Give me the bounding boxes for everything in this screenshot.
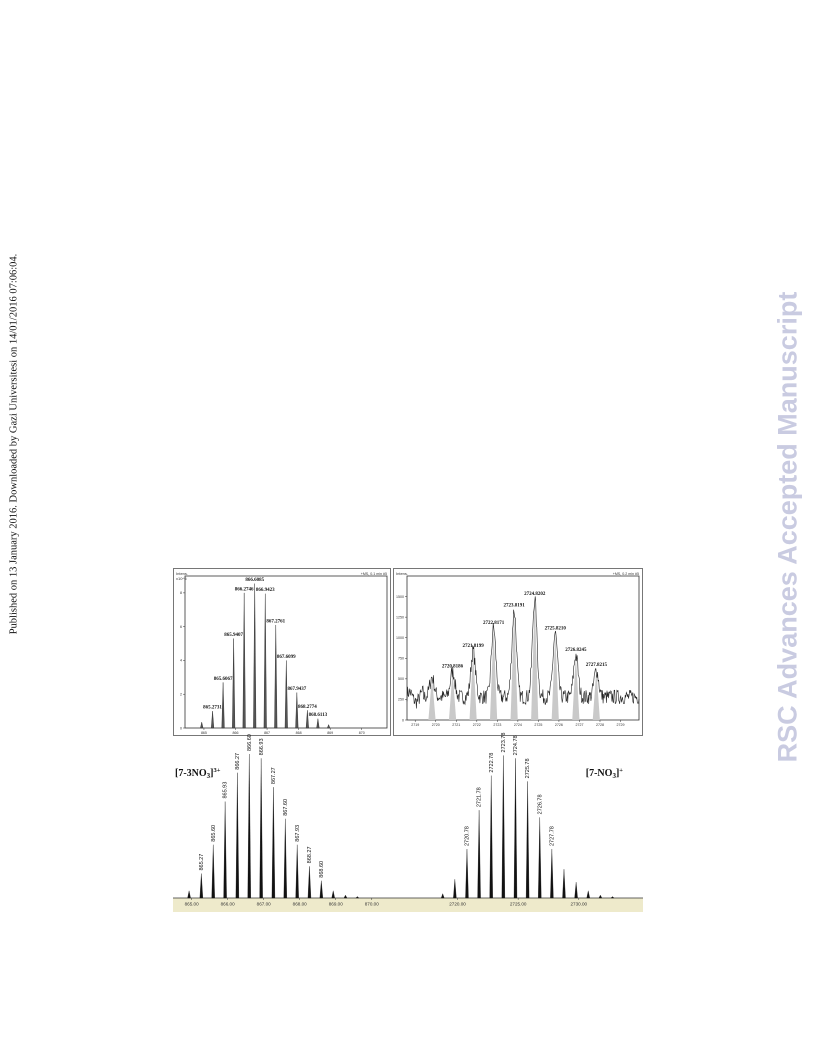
pattern-peak (550, 849, 553, 898)
simulated-3plus-pattern (173, 734, 401, 912)
pattern-peak (296, 845, 299, 898)
provenance-text: Published on 13 January 2016. Downloaded by Gazi Universitesi on 14/01/2016 07:06:04. (8, 253, 20, 635)
pattern-peak (526, 781, 529, 898)
x-tick-label: 2730.00 (570, 901, 588, 907)
pattern-title: $[7-NO_3]^+$ (585, 767, 623, 780)
peak-label: 2725.78 (525, 758, 532, 779)
pattern-peak (236, 773, 239, 898)
x-tick-label: 2719 (411, 723, 420, 727)
x-tick-label: 868 (295, 731, 302, 735)
peak-label: 2726.8245 (565, 647, 587, 653)
pattern-peak (188, 891, 191, 898)
pattern-peak (320, 881, 323, 898)
peak-label: 867.2761 (266, 619, 286, 625)
y-axis-label: x10^5 (176, 576, 187, 581)
peak-label: 2720.78 (464, 826, 471, 847)
x-tick-label: 866.00 (220, 901, 235, 907)
pattern-peak (344, 895, 347, 898)
peak-label: 866.60 (246, 734, 253, 751)
pattern-peak (224, 802, 227, 898)
pattern-peak (272, 787, 275, 898)
y-tick-label: 250 (398, 697, 404, 702)
x-tick-label: 865.00 (184, 901, 199, 907)
peak-label: 2727.8215 (585, 662, 607, 668)
peak-label: 2723.8191 (503, 603, 525, 609)
simulated-1plus-pattern (401, 732, 641, 912)
pattern-peak (587, 891, 590, 898)
x-tick-label: 868.00 (292, 901, 307, 907)
peak-label: 2727.78 (549, 826, 556, 847)
experimental-1plus-spectrum (393, 568, 643, 736)
pattern-peak (453, 879, 456, 898)
x-tick-label: 2720 (431, 723, 440, 727)
simulated-1plus-chart (401, 732, 641, 912)
pattern-peak (562, 869, 565, 898)
pattern-peak (490, 776, 493, 898)
peak-label: 867.27 (271, 767, 278, 785)
x-tick-label: 2720.00 (449, 901, 466, 907)
x-tick-label: 2721 (452, 723, 461, 727)
peak-label: 866.2746 (234, 587, 254, 593)
peak-label: 866.27 (234, 752, 241, 770)
x-tick-label: 2729 (616, 723, 625, 727)
experimental-3plus-spectrum (173, 568, 391, 736)
x-tick-label: 2722 (472, 723, 481, 727)
y-tick-label: 1000 (396, 636, 404, 641)
x-tick-label: 2728 (595, 723, 604, 727)
pattern-peak (575, 882, 578, 898)
pattern-peak (465, 849, 468, 898)
x-tick-label: 870 (358, 731, 365, 735)
x-tick-label: 865 (200, 731, 207, 735)
peak-label: 2720.8186 (441, 664, 464, 670)
y-tick-label: 750 (398, 656, 404, 661)
peak-label: 867.9437 (287, 687, 307, 693)
pattern-peak (502, 755, 505, 898)
peak-label: 866.93 (258, 738, 265, 756)
peak-label: 867.60 (282, 798, 289, 816)
scan-tag: +MS, 0.2 min #5 (612, 572, 639, 576)
pattern-peak (599, 895, 602, 898)
peak-label: 868.2774 (298, 704, 317, 710)
x-tick-label: 2725 (534, 723, 543, 727)
peak-label: 867.93 (294, 824, 301, 842)
peak-label: 2722.8171 (482, 620, 505, 626)
peak-label: 2721.8199 (462, 643, 484, 649)
x-tick-label: 869 (327, 731, 334, 735)
pattern-peak (538, 817, 541, 898)
x-tick-label: 2726 (554, 723, 563, 727)
x-tick-label: 2723 (493, 723, 502, 727)
peak-label: 2721.78 (476, 787, 483, 808)
watermark-text: RSC Advances Accepted Manuscript (772, 291, 803, 763)
experimental-3plus-chart (173, 568, 391, 736)
pattern-peak (441, 894, 444, 898)
pattern-peak (284, 819, 287, 898)
y-axis-label: Intens. (396, 571, 409, 576)
peak-label: 868.60 (318, 860, 325, 878)
y-tick-label: 1250 (396, 615, 404, 620)
simulated-3plus-chart (173, 734, 401, 912)
y-tick-label: 0 (402, 718, 404, 723)
peak-label: 2723.78 (500, 732, 507, 753)
pattern-peak (611, 897, 614, 898)
pattern-peak (200, 874, 203, 898)
pattern-peak (514, 758, 517, 898)
peak-label: 2726.78 (537, 794, 544, 815)
x-tick-label: 867 (264, 731, 271, 735)
peak-label: 865.60 (210, 824, 217, 842)
y-tick-label: 2 (180, 692, 182, 697)
x-tick-label: 866 (232, 731, 239, 735)
pattern-peak (332, 891, 335, 898)
pattern-peak (308, 866, 311, 898)
pattern-peak (478, 810, 481, 898)
x-tick-label: 2724 (513, 723, 522, 727)
y-tick-label: 0 (180, 726, 182, 731)
y-tick-label: 8 (180, 591, 182, 596)
peak-label: 865.6067 (213, 676, 233, 682)
x-tick-label: 2725.00 (509, 901, 527, 907)
y-axis-label: Intens. (176, 571, 189, 576)
peak-label: 868.27 (307, 846, 314, 864)
peak-label: 868.6113 (308, 713, 328, 719)
peak-label: 866.6085 (245, 578, 265, 584)
y-tick-label: 1500 (396, 594, 404, 599)
pattern-peak (260, 758, 263, 898)
peak-label: 2725.8210 (544, 626, 566, 632)
scan-tag: +MS, 0.1 min #5 (360, 572, 387, 576)
x-tick-label: 2727 (575, 723, 584, 727)
experimental-1plus-chart (393, 568, 643, 736)
peak-label: 865.9407 (224, 632, 244, 638)
x-tick-label: 867.00 (256, 901, 271, 907)
peak-label: 865.93 (222, 781, 229, 799)
y-tick-label: 500 (398, 677, 404, 682)
x-tick-label: 870.00 (364, 901, 379, 907)
peak-label: 2724.78 (513, 735, 520, 756)
peak-label: 2724.8202 (524, 592, 546, 598)
pattern-peak (212, 845, 215, 898)
pattern-title: $[7-3NO_3]^{3+}$ (175, 767, 221, 780)
peak-label: 866.9423 (255, 588, 275, 594)
x-tick-label: 869.00 (328, 901, 343, 907)
pattern-peak (356, 897, 359, 898)
peak-label: 867.6099 (276, 654, 296, 660)
peak-label: 2722.78 (488, 752, 495, 773)
peak-label: 865.27 (198, 853, 205, 871)
peak-label: 865.2731 (203, 705, 222, 711)
y-tick-label: 6 (180, 624, 182, 629)
y-tick-label: 4 (180, 658, 182, 663)
pattern-peak (248, 754, 251, 898)
